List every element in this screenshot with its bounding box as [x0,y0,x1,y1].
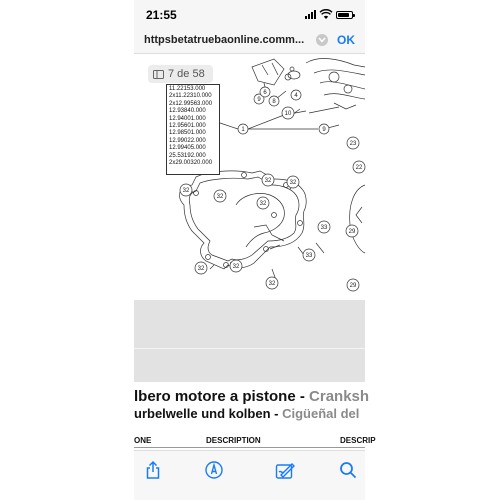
callout-1: 1 [241,127,245,134]
callout-32d: 32 [259,201,267,208]
parts-list-item: 12.99405.000 [169,145,206,152]
callout-32e: 32 [216,194,224,201]
column-header-code: ONE [134,436,152,445]
share-icon [143,460,163,480]
battery-icon [336,11,353,19]
search-button[interactable] [338,460,358,480]
annotate-button[interactable] [275,460,295,480]
title-italian: lbero motore a pistone - [134,388,310,405]
parts-list-item: 12.94001.000 [169,115,206,122]
callout-22: 22 [355,165,363,172]
parts-list-item: 12.93840.000 [169,108,206,115]
parts-list-item: 12.98501.000 [169,130,206,137]
battery-level [338,13,349,17]
callout-8: 8 [272,99,276,106]
title-english: Cranksh [309,388,370,405]
parts-list-item: 11.22153.000 [169,86,206,92]
address-bar [134,28,365,54]
parts-list-box [166,84,220,175]
markup-button[interactable] [204,460,224,480]
callout-32c: 32 [289,180,297,187]
title-german: urbelwelle und kolben - [134,406,283,421]
ok-button[interactable]: OK [337,33,355,47]
callout-4: 4 [294,93,298,100]
url-field[interactable]: httpsbetatruebaonline.comm... [144,34,305,46]
callout-33b: 33 [305,253,313,260]
status-time: 21:55 [146,8,177,22]
callout-33a: 33 [320,225,328,232]
callout-32g: 32 [268,281,276,288]
callout-32b: 32 [264,178,272,185]
share-button[interactable] [143,460,163,480]
parts-list-item: 12.95601.000 [169,123,206,130]
callout-29a: 29 [348,229,356,236]
parts-list-item: 12.99022.000 [169,137,206,144]
column-header-description-2: DESCRIP [340,436,376,445]
bottom-toolbar [134,450,365,500]
annotate-icon [275,460,295,480]
status-icons [305,9,353,19]
title-spanish: Cigüeñal del [282,406,360,421]
chevron-down-icon [318,37,326,43]
page-separator [134,300,365,382]
parts-list-item: 2x29.00320.000 [169,160,213,167]
parts-list-item: 2x12.99563.000 [169,100,213,107]
section-title-line-1 [134,388,370,405]
pdf-page-view[interactable] [134,55,365,295]
cellular-signal-icon [305,10,316,19]
expand-chevron-button[interactable] [316,34,328,46]
page-indicator-label: 7 de 58 [168,68,205,80]
column-header-description: DESCRIPTION [206,436,261,445]
callout-10: 10 [284,111,292,118]
parts-list-item: 2x11.22310.000 [169,93,212,100]
callout-32a: 32 [182,188,190,195]
page-indicator[interactable] [148,65,213,83]
search-icon [338,460,358,480]
markup-icon [204,460,224,480]
callout-9b: 9 [322,127,326,134]
phone-screen [134,0,376,500]
callout-6: 6 [263,90,267,97]
callout-23: 23 [349,141,357,148]
callout-9: 9 [257,97,261,104]
section-title-line-2 [134,406,365,421]
parts-list-item: 25.53192.000 [169,152,206,159]
callout-32h: 32 [232,264,240,271]
status-bar [134,0,365,28]
callout-29b: 29 [349,283,357,290]
sidebar-icon [153,70,164,79]
table-header [134,432,376,448]
callout-32f: 32 [197,266,205,273]
wifi-icon [320,10,332,19]
